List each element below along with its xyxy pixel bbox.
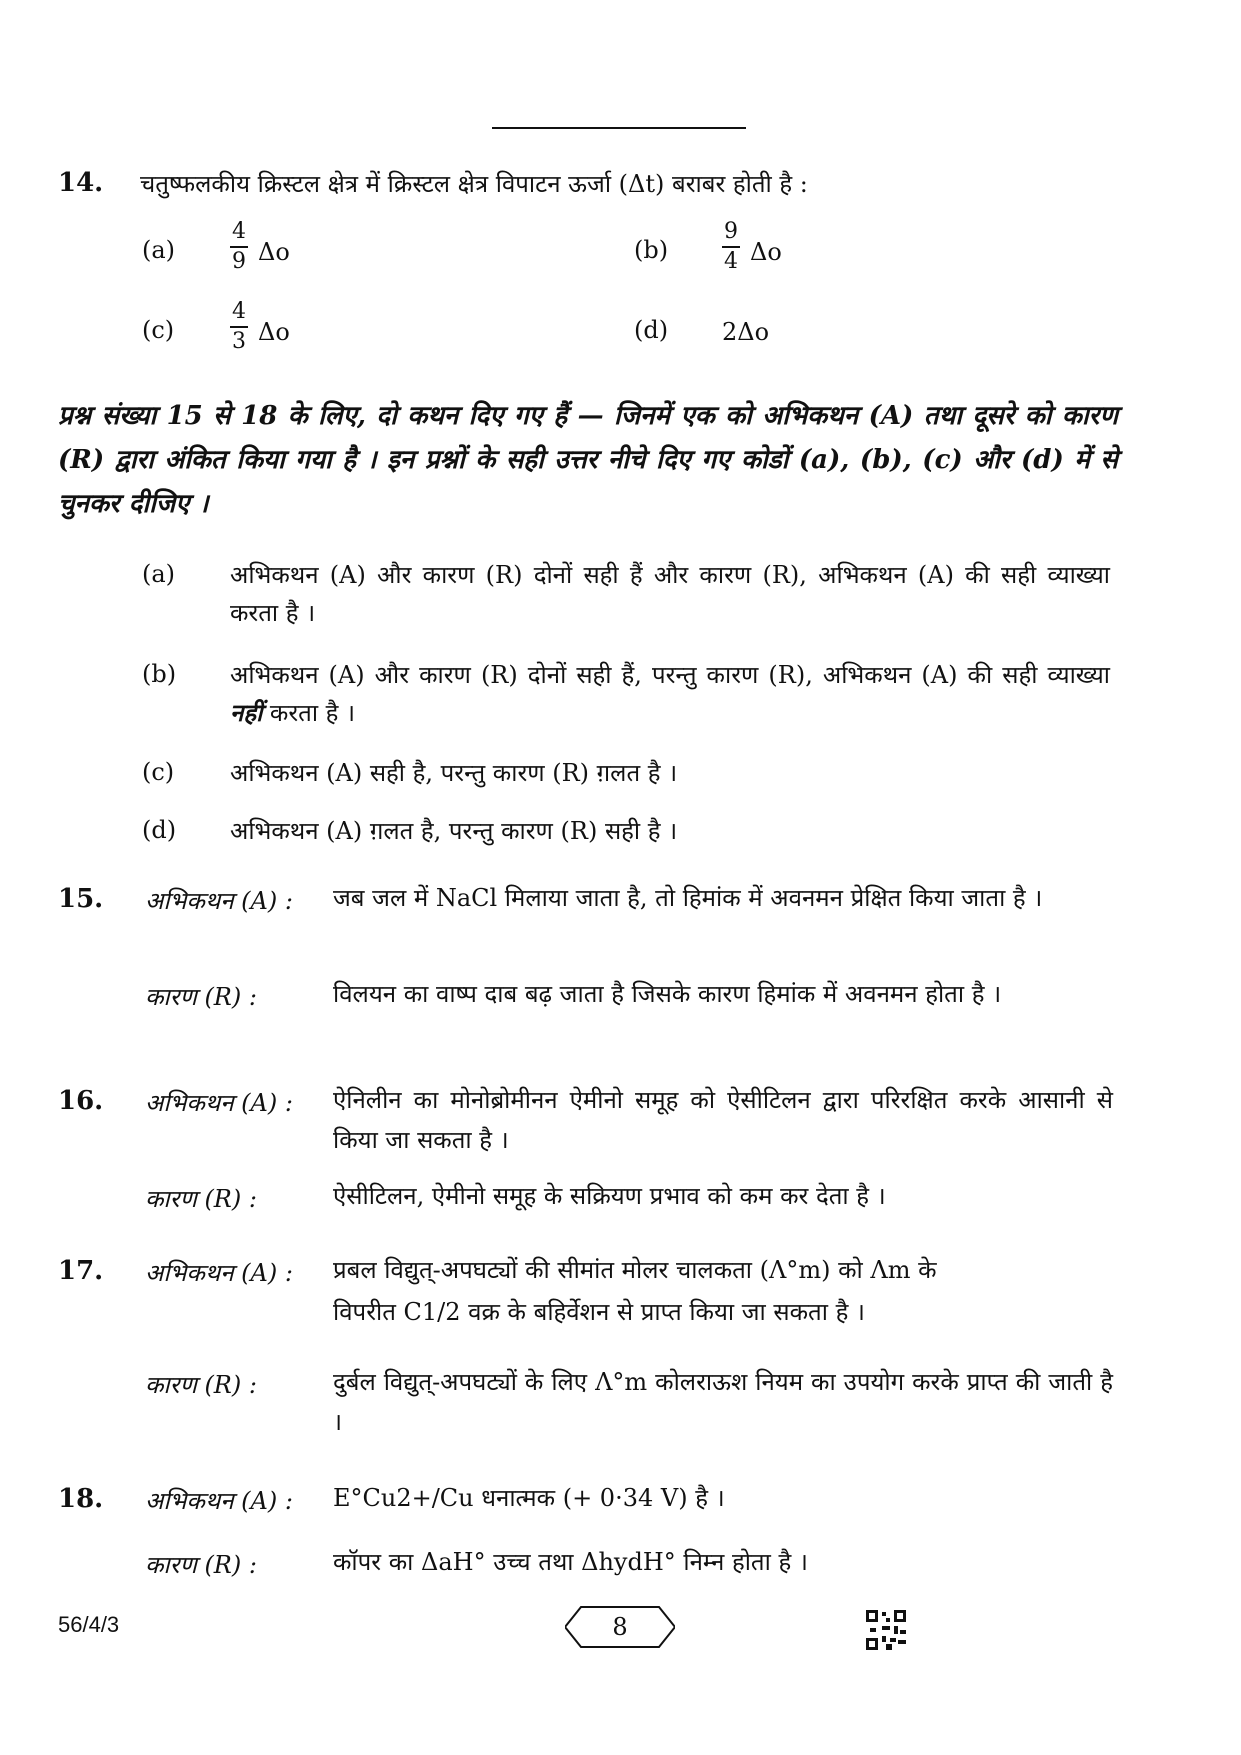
q14-option-d-label: (d): [634, 316, 669, 344]
q14-option-b-delta: Δo: [750, 238, 782, 266]
question-17-assertion-label: अभिकथन (A) :: [145, 1259, 293, 1287]
q14-option-b-label: (b): [634, 236, 669, 264]
question-16-assertion: ऐनिलीन का मोनोब्रोमीनन ऐमीनो समूह को ऐसीटिलन द्वारा परिरक्षित करके आसानी से किया जा सकता है ।: [333, 1086, 1113, 1154]
ar-option-b-text-pre: अभिकथन (A) और कारण (R) दोनों सही हैं, परन्तु कारण (R), अभिकथन (A) की सही व्याख्या: [230, 661, 1110, 689]
question-14-text: चतुष्फलकीय क्रिस्टल क्षेत्र में क्रिस्टल क्षेत्र विपाटन ऊर्जा (Δt) बराबर होती है :: [140, 170, 808, 198]
q14-option-a-denominator: 9: [232, 249, 246, 274]
q14-option-d-value: 2Δo: [722, 318, 770, 346]
top-rule: [492, 127, 746, 129]
ar-option-b-label: (b): [142, 660, 177, 688]
question-18-number: 18.: [58, 1484, 104, 1514]
question-16-reason: ऐसीटिलन, ऐमीनो समूह के सक्रियण प्रभाव को कम कर देता है ।: [333, 1182, 886, 1210]
q14-option-c-numerator: 4: [230, 298, 248, 328]
q14-option-b-fraction: [722, 218, 740, 276]
q14-option-c-delta: Δo: [258, 318, 290, 346]
q14-option-b-numerator: 9: [722, 218, 740, 248]
q14-option-a-delta: Δo: [258, 238, 290, 266]
question-18-assertion: E°Cu2+/Cu धनात्मक (+ 0·34 V) है ।: [333, 1484, 725, 1512]
q14-option-a-label: (a): [142, 236, 176, 264]
ar-option-b-text: [230, 656, 1110, 732]
ar-option-d-label: (d): [142, 816, 177, 844]
question-16-number: 16.: [58, 1086, 104, 1116]
ar-option-b-text-post: करता है ।: [262, 699, 356, 727]
assertion-reason-instruction: प्रश्न संख्या 15 से 18 के लिए, दो कथन दिए गए हैं — जिनमें एक को अभिकथन (A) तथा दूसरे को कारण (R) द्वारा अंकित किया गया है । इन प्रश्नों के सही उत्तर नीचे दिए गए कोडों (a), (b), (c) और (d) में से चुनकर दीजिए ।: [58, 401, 1118, 519]
question-16-assertion-label: अभिकथन (A) :: [145, 1089, 293, 1117]
question-18-reason-label: कारण (R) :: [145, 1551, 257, 1579]
q14-option-b-denominator: 4: [724, 249, 738, 274]
ar-option-a-text: अभिकथन (A) और कारण (R) दोनों सही हैं और कारण (R), अभिकथन (A) की सही व्याख्या करता है ।: [230, 561, 1110, 627]
ar-option-c-label: (c): [142, 758, 175, 786]
question-14-number: 14.: [58, 168, 104, 198]
question-15-reason-label: कारण (R) :: [145, 983, 257, 1011]
paper-code: 56/4/3: [58, 1612, 120, 1637]
question-17-reason: दुर्बल विद्युत्-अपघट्यों के लिए Λ°m कोलराऊश नियम का उपयोग करके प्राप्त की जाती है ।: [333, 1368, 1113, 1436]
ar-option-b-emphasis: नहीं: [230, 698, 263, 727]
question-15-assertion: जब जल में NaCl मिलाया जाता है, तो हिमांक में अवनमन प्रेक्षित किया जाता है ।: [333, 884, 1043, 912]
q14-option-a-numerator: 4: [230, 218, 248, 248]
question-15-number: 15.: [58, 884, 104, 914]
q14-option-c-label: (c): [142, 316, 175, 344]
page-number: 8: [612, 1613, 628, 1641]
question-17-reason-label: कारण (R) :: [145, 1371, 257, 1399]
question-17-assertion-line1: प्रबल विद्युत्-अपघट्यों की सीमांत मोलर चालकता (Λ°m) को Λm के: [333, 1256, 937, 1284]
q14-option-c-fraction: [230, 298, 248, 356]
question-17-number: 17.: [58, 1256, 104, 1286]
question-16-reason-label: कारण (R) :: [145, 1185, 257, 1213]
question-15-reason: विलयन का वाष्प दाब बढ़ जाता है जिसके कारण हिमांक में अवनमन होता है ।: [333, 980, 1002, 1008]
qr-code-icon: [866, 1610, 906, 1650]
question-15-assertion-label: अभिकथन (A) :: [145, 887, 293, 915]
q14-option-c-denominator: 3: [232, 329, 246, 354]
question-18-assertion-label: अभिकथन (A) :: [145, 1487, 293, 1515]
question-17-assertion-line2: विपरीत C1/2 वक्र के बहिर्वेशन से प्राप्त किया जा सकता है ।: [333, 1298, 866, 1326]
ar-option-d-text: अभिकथन (A) ग़लत है, परन्तु कारण (R) सही है ।: [230, 817, 678, 845]
q14-option-a-fraction: [230, 218, 248, 276]
ar-option-a-label: (a): [142, 560, 176, 588]
question-18-reason: कॉपर का ΔaH° उच्च तथा ΔhydH° निम्न होता है ।: [333, 1548, 808, 1576]
ar-option-c-text: अभिकथन (A) सही है, परन्तु कारण (R) ग़लत है ।: [230, 759, 678, 787]
